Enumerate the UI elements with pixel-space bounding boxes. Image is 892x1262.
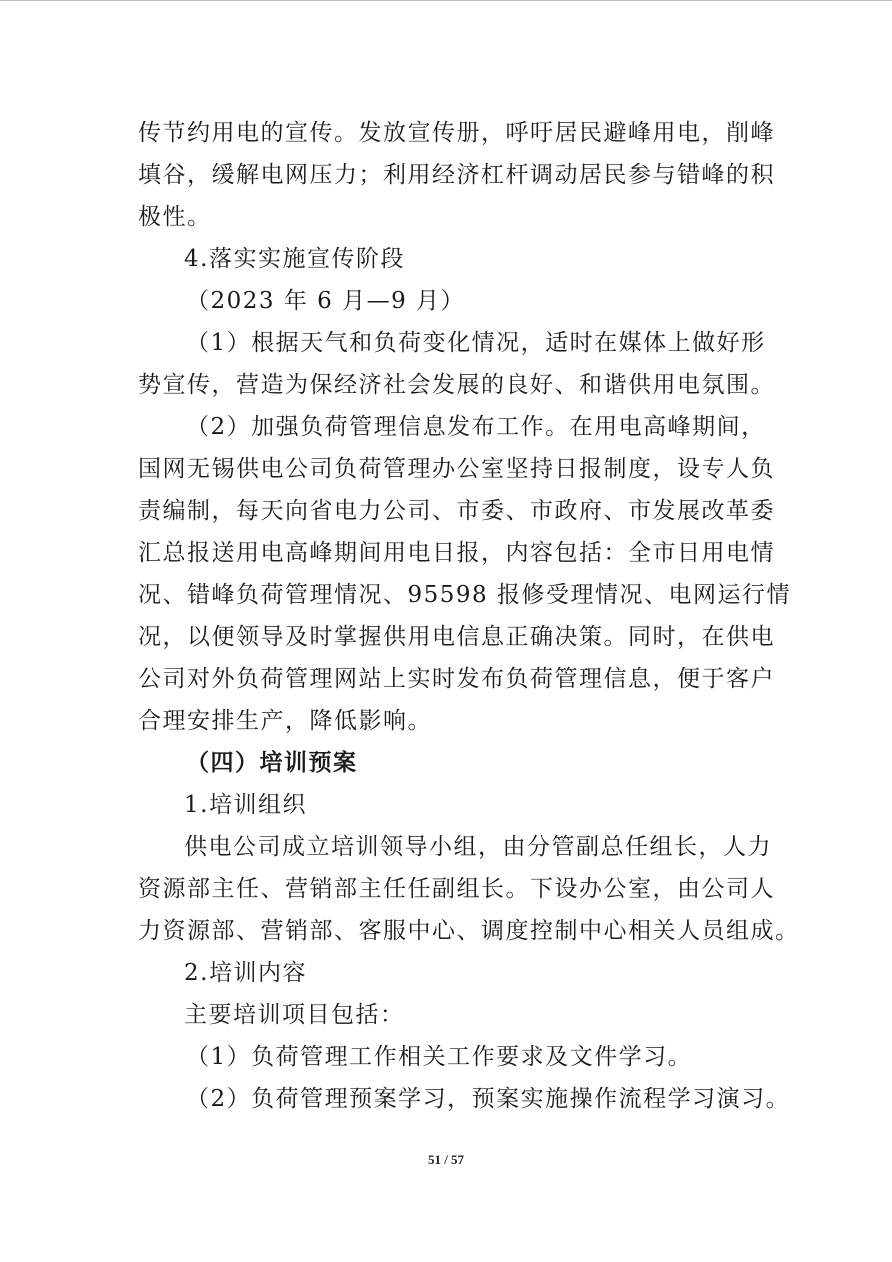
subsection-heading: 1.培训组织 [184, 792, 307, 818]
list-item: （2）负荷管理预案学习，预案实施操作流程学习演习。 [186, 1086, 791, 1112]
text-line: 况、错峰负荷管理情况、95598 报修受理情况、电网运行情 [138, 582, 791, 608]
text-line: 势宣传，营造为保经济社会发展的良好、和谐供用电氛围。 [138, 372, 775, 398]
text-line: 力资源部、营销部、客服中心、调度控制中心相关人员组成。 [138, 918, 800, 944]
date-range: （2023 年 6 月—9 月） [186, 288, 466, 314]
section-heading: （四）培训预案 [186, 749, 358, 776]
text-line: （1）根据天气和负荷变化情况，适时在媒体上做好形 [186, 330, 766, 356]
text-line: 主要培训项目包括： [184, 1002, 405, 1028]
text-line: 供电公司成立培训领导小组，由分管副总任组长，人力 [184, 834, 772, 860]
text-line: 资源部主任、营销部主任任副组长。下设办公室，由公司人 [138, 876, 775, 902]
text-line: （2）加强负荷管理信息发布工作。在用电高峰期间， [186, 414, 766, 440]
section-heading: 4.落实实施宣传阶段 [184, 246, 405, 272]
text-line: 填谷，缓解电网压力；利用经济杠杆调动居民参与错峰的积 [138, 162, 775, 188]
text-line: 汇总报送用电高峰期间用电日报，内容包括：全市日用电情 [138, 540, 775, 566]
text-line: 极性。 [138, 204, 212, 230]
text-line: 况，以便领导及时掌握供用电信息正确决策。同时，在供电 [138, 624, 775, 650]
text-line: 传节约用电的宣传。发放宣传册，呼吁居民避峰用电，削峰 [138, 120, 775, 146]
text-line: 公司对外负荷管理网站上实时发布负荷管理信息，便于客户 [138, 666, 775, 692]
page-top-border [0, 0, 892, 1]
text-line: 国网无锡供电公司负荷管理办公室坚持日报制度，设专人负 [138, 456, 775, 482]
text-line: 合理安排生产，降低影响。 [138, 708, 432, 734]
list-item: （1）负荷管理工作相关工作要求及文件学习。 [186, 1044, 693, 1070]
text-line: 责编制，每天向省电力公司、市委、市政府、市发展改革委 [138, 498, 775, 524]
document-page [138, 112, 800, 1120]
page-number: 51 / 57 [427, 1152, 465, 1167]
subsection-heading: 2.培训内容 [184, 960, 307, 986]
